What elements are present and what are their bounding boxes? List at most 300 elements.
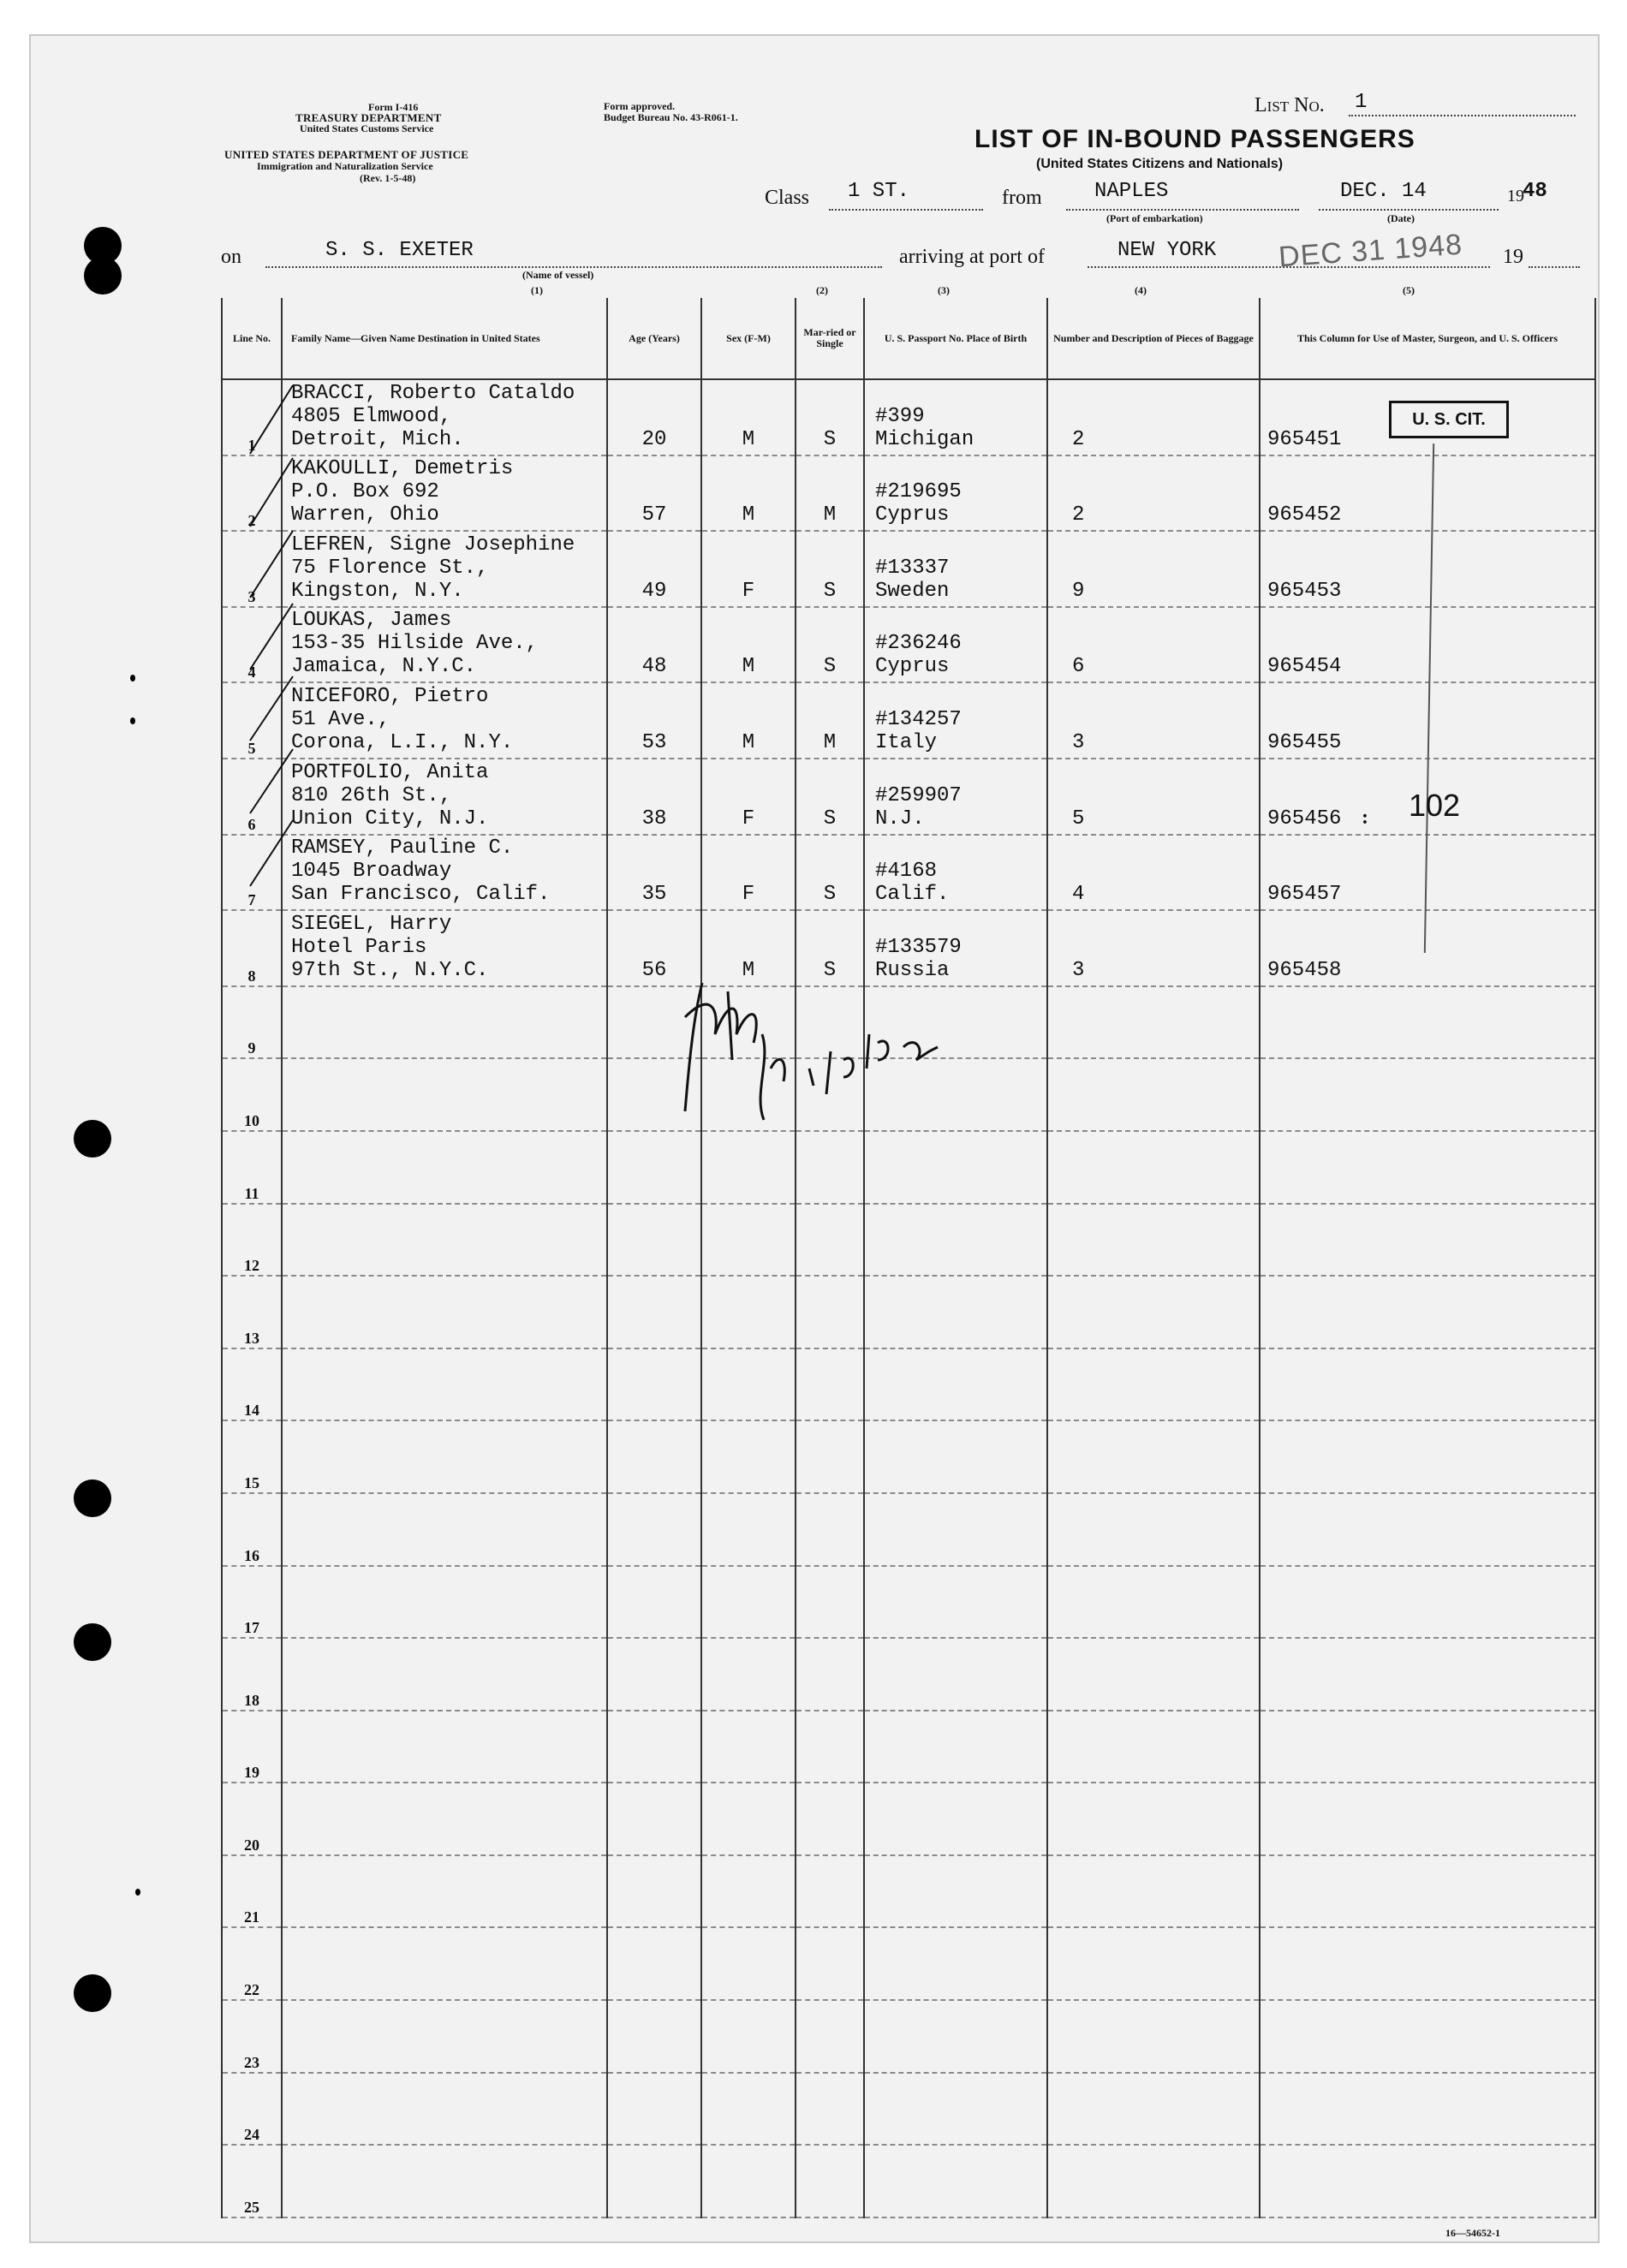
empty-cell: [864, 1276, 1047, 1348]
header-age: Age (Years): [607, 298, 701, 379]
passenger-addr1: 810 26th St.,: [291, 783, 452, 807]
empty-cell: [607, 1276, 701, 1348]
table-row-empty: [222, 1493, 1595, 1566]
header-sex: Sex (F-M): [701, 298, 796, 379]
col1-caption: (1): [531, 284, 543, 296]
empty-cell: [1047, 1927, 1260, 2000]
passenger-sex: F: [701, 759, 796, 835]
table-row: [222, 759, 1595, 835]
line-number: 5: [222, 682, 282, 759]
form-number: Form I-416: [368, 101, 419, 113]
passenger-name-block: [291, 913, 488, 982]
empty-cell: [1260, 986, 1595, 1059]
baggage-count: 5: [1047, 759, 1260, 835]
line-number: 19: [222, 1711, 282, 1783]
line-number: 4: [222, 607, 282, 683]
officer-number: 965457: [1260, 835, 1595, 911]
empty-cell: [701, 1131, 796, 1204]
ins-title: Immigration and Naturalization Service: [257, 160, 433, 172]
empty-cell: [701, 2000, 796, 2073]
passenger-sex: F: [701, 531, 796, 607]
passenger-marital-status: S: [796, 910, 864, 986]
passport-block: [875, 557, 949, 603]
passenger-name: LOUKAS, James: [291, 609, 452, 633]
punch-hole: [74, 1974, 111, 2012]
line-number: 12: [222, 1204, 282, 1277]
empty-cell: [607, 1131, 701, 1204]
passenger-age: 49: [607, 531, 701, 607]
officer-number: 965458: [1260, 910, 1595, 986]
place-of-birth: Cyprus: [875, 655, 950, 679]
baggage-count: 3: [1047, 910, 1260, 986]
place-of-birth: N.J.: [875, 807, 925, 830]
passenger-marital-status: M: [796, 682, 864, 759]
empty-cell: [796, 1855, 864, 1928]
empty-cell: [701, 1566, 796, 1639]
empty-cell: [1260, 1783, 1595, 1855]
customs-service: United States Customs Service: [300, 122, 434, 134]
date-value: DEC. 14: [1340, 180, 1427, 203]
page-title: LIST OF IN-BOUND PASSENGERS: [974, 125, 1415, 153]
empty-cell: [282, 2073, 607, 2146]
empty-cell: [282, 1927, 607, 2000]
table-row-empty: [222, 1566, 1595, 1639]
empty-cell: [796, 1204, 864, 1277]
empty-cell: [796, 1420, 864, 1493]
empty-cell: [1260, 2000, 1595, 2073]
line-number: 8: [222, 910, 282, 986]
passenger-passport-cell: [864, 759, 1047, 835]
empty-cell: [607, 1420, 701, 1493]
empty-cell: [1047, 1711, 1260, 1783]
line-number: 2: [222, 455, 282, 532]
baggage-count: 3: [1047, 682, 1260, 759]
passenger-age: 48: [607, 607, 701, 683]
passenger-name: LEFREN, Signe Josephine: [291, 533, 575, 557]
officer-number: 965452: [1260, 455, 1595, 532]
passenger-addr2: Union City, N.J.: [291, 807, 489, 830]
line-number: 1: [222, 379, 282, 455]
date-caption: (Date): [1387, 212, 1415, 224]
empty-cell: [1047, 2145, 1260, 2217]
punch-hole: [74, 1479, 111, 1517]
header-married: Mar-ried or Single: [796, 298, 864, 379]
empty-cell: [607, 1927, 701, 2000]
date-received-stamp: DEC 31 1948: [1277, 228, 1464, 274]
passport-block: [875, 480, 962, 527]
empty-cell: [701, 2073, 796, 2146]
col2-caption: (2): [816, 284, 828, 296]
table-row: [222, 607, 1595, 683]
empty-cell: [607, 1348, 701, 1421]
port-of-embarkation: NAPLES: [1094, 180, 1169, 203]
punch-hole: [84, 257, 122, 295]
table-row-empty: [222, 1420, 1595, 1493]
passenger-age: 35: [607, 835, 701, 911]
empty-cell: [796, 1276, 864, 1348]
line-number: 10: [222, 1058, 282, 1131]
empty-cell: [864, 1927, 1047, 2000]
stray-dot: [130, 717, 135, 724]
empty-cell: [1260, 2145, 1595, 2217]
empty-cell: [864, 1493, 1047, 1566]
line-number: 9: [222, 986, 282, 1059]
passenger-age: 53: [607, 682, 701, 759]
empty-cell: [1260, 2073, 1595, 2146]
table-row: [222, 835, 1595, 911]
line-number: 6: [222, 759, 282, 835]
baggage-count: 2: [1047, 379, 1260, 455]
baggage-count: 6: [1047, 607, 1260, 683]
empty-cell: [1047, 1493, 1260, 1566]
passenger-marital-status: S: [796, 531, 864, 607]
passenger-marital-status: M: [796, 455, 864, 532]
empty-cell: [1260, 1420, 1595, 1493]
passenger-marital-status: S: [796, 607, 864, 683]
punch-hole: [74, 1623, 111, 1661]
passenger-addr2: Warren, Ohio: [291, 503, 439, 527]
line-number: 25: [222, 2145, 282, 2217]
passenger-addr1: 4805 Elmwood,: [291, 404, 452, 428]
passenger-marital-status: S: [796, 759, 864, 835]
empty-cell: [1047, 1348, 1260, 1421]
empty-cell: [1047, 2073, 1260, 2146]
passenger-name: SIEGEL, Harry: [291, 912, 452, 936]
table-row: [222, 682, 1595, 759]
empty-cell: [701, 1204, 796, 1277]
table-row: [222, 455, 1595, 532]
line-number: 20: [222, 1783, 282, 1855]
empty-cell: [282, 1058, 607, 1131]
passport-number: #134257: [875, 707, 962, 731]
officer-number: 965455: [1260, 682, 1595, 759]
line-number: 18: [222, 1638, 282, 1711]
empty-cell: [1260, 1276, 1595, 1348]
header-line-no: Line No.: [222, 298, 282, 379]
officer-number: 965453: [1260, 531, 1595, 607]
empty-cell: [1047, 1783, 1260, 1855]
table-row-empty: [222, 1711, 1595, 1783]
passenger-name: KAKOULLI, Demetris: [291, 457, 514, 481]
empty-cell: [282, 1131, 607, 1204]
empty-cell: [282, 1783, 607, 1855]
empty-cell: [796, 1131, 864, 1204]
table-row-empty: [222, 1855, 1595, 1928]
line-number: 7: [222, 835, 282, 911]
passenger-sex: M: [701, 682, 796, 759]
class-value: 1 ST.: [848, 180, 910, 203]
baggage-count: 2: [1047, 455, 1260, 532]
empty-cell: [607, 1855, 701, 1928]
empty-cell: [1047, 1566, 1260, 1639]
revision: (Rev. 1-5-48): [360, 172, 416, 184]
empty-cell: [796, 2073, 864, 2146]
empty-cell: [282, 1204, 607, 1277]
empty-cell: [796, 2000, 864, 2073]
passenger-passport-cell: [864, 607, 1047, 683]
passenger-marital-status: S: [796, 835, 864, 911]
passenger-addr1: Hotel Paris: [291, 935, 427, 959]
passenger-addr1: 1045 Broadway: [291, 860, 452, 884]
vessel-caption: (Name of vessel): [522, 269, 594, 281]
passenger-marital-status: S: [796, 379, 864, 455]
table-row-empty: [222, 1276, 1595, 1348]
passenger-count-note: 102: [1409, 788, 1461, 823]
table-row-empty: [222, 1131, 1595, 1204]
col3-caption: (3): [938, 284, 950, 296]
empty-cell: [796, 1566, 864, 1639]
empty-cell: [796, 1493, 864, 1566]
empty-cell: [607, 1204, 701, 1277]
passenger-name: PORTFOLIO, Anita: [291, 760, 489, 784]
empty-cell: [1047, 1131, 1260, 1204]
line-number: 13: [222, 1276, 282, 1348]
empty-cell: [1260, 1204, 1595, 1277]
passenger-addr2: Detroit, Mich.: [291, 427, 464, 451]
empty-cell: [1260, 1566, 1595, 1639]
empty-cell: [1047, 1420, 1260, 1493]
signature-image: [668, 966, 976, 1137]
empty-cell: [282, 1348, 607, 1421]
empty-cell: [1260, 1638, 1595, 1711]
empty-cell: [701, 1348, 796, 1421]
baggage-count: 9: [1047, 531, 1260, 607]
empty-cell: [796, 1711, 864, 1783]
header-officers: This Column for Use of Master, Surgeon, and U. S. Officers: [1260, 298, 1595, 379]
empty-cell: [1260, 1348, 1595, 1421]
passport-number: #259907: [875, 783, 962, 807]
passenger-age: 56: [607, 910, 701, 986]
passenger-addr1: 153-35 Hilside Ave.,: [291, 632, 539, 656]
empty-cell: [864, 1204, 1047, 1277]
arriving-label: arriving at port of: [899, 246, 1045, 268]
baggage-count: 4: [1047, 835, 1260, 911]
empty-cell: [282, 1493, 607, 1566]
empty-cell: [796, 2145, 864, 2217]
line-number: 11: [222, 1131, 282, 1204]
arrival-port: NEW YORK: [1117, 239, 1217, 262]
header-passport: U. S. Passport No. Place of Birth: [864, 298, 1047, 379]
table-row-empty: [222, 2000, 1595, 2073]
empty-cell: [701, 1493, 796, 1566]
place-of-birth: Russia: [875, 958, 950, 982]
empty-cell: [1260, 1058, 1595, 1131]
empty-cell: [864, 1711, 1047, 1783]
port-caption: (Port of embarkation): [1106, 212, 1203, 224]
place-of-birth: Sweden: [875, 579, 950, 603]
table-row: [222, 531, 1595, 607]
empty-cell: [864, 1783, 1047, 1855]
passenger-addr2: Corona, L.I., N.Y.: [291, 730, 514, 754]
form-approved: Form approved.: [604, 100, 676, 112]
list-no-value: 1: [1355, 91, 1368, 114]
empty-cell: [607, 2000, 701, 2073]
passenger-sex: M: [701, 910, 796, 986]
passenger-table: [221, 298, 1596, 2218]
passenger-addr2: 97th St., N.Y.C.: [291, 958, 489, 982]
passenger-addr2: Kingston, N.Y.: [291, 579, 464, 603]
table-row-empty: [222, 1348, 1595, 1421]
passenger-passport-cell: [864, 379, 1047, 455]
punch-hole: [74, 1120, 111, 1158]
budget-bureau: Budget Bureau No. 43-R061-1.: [604, 111, 738, 123]
passenger-addr2: Jamaica, N.Y.C.: [291, 655, 477, 679]
passenger-passport-cell: [864, 682, 1047, 759]
empty-cell: [864, 1420, 1047, 1493]
passenger-sex: M: [701, 455, 796, 532]
col5-caption: (5): [1403, 284, 1415, 296]
vessel-name: S. S. EXETER: [325, 239, 474, 262]
empty-cell: [701, 1276, 796, 1348]
empty-cell: [796, 1783, 864, 1855]
empty-cell: [701, 1855, 796, 1928]
empty-cell: [282, 1855, 607, 1928]
place-of-birth: Calif.: [875, 883, 950, 907]
empty-cell: [607, 1638, 701, 1711]
passenger-age: 20: [607, 379, 701, 455]
passport-block: [875, 860, 949, 906]
passenger-addr2: San Francisco, Calif.: [291, 883, 551, 907]
line-number: 21: [222, 1855, 282, 1928]
empty-cell: [1047, 1638, 1260, 1711]
empty-cell: [282, 1420, 607, 1493]
empty-cell: [1047, 1058, 1260, 1131]
empty-cell: [1047, 1204, 1260, 1277]
empty-cell: [701, 1783, 796, 1855]
empty-cell: [864, 2000, 1047, 2073]
passenger-sex: F: [701, 835, 796, 911]
passport-block: [875, 632, 962, 678]
passenger-passport-cell: [864, 531, 1047, 607]
empty-cell: [282, 1638, 607, 1711]
empty-cell: [282, 1566, 607, 1639]
line-number: 17: [222, 1566, 282, 1639]
empty-cell: [864, 1131, 1047, 1204]
empty-cell: [1047, 1855, 1260, 1928]
date-year: 48: [1523, 180, 1547, 203]
place-of-birth: Cyprus: [875, 503, 950, 527]
list-no-label: List No.: [1255, 94, 1325, 116]
table-row-empty: [222, 1204, 1595, 1277]
empty-cell: [864, 1566, 1047, 1639]
class-label: Class: [765, 187, 810, 209]
table-row-empty: [222, 2145, 1595, 2217]
passenger-sex: M: [701, 379, 796, 455]
empty-cell: [864, 1638, 1047, 1711]
stray-dot: [135, 1889, 140, 1896]
form-footer: 16—54652-1: [1445, 2227, 1500, 2239]
empty-cell: [701, 1711, 796, 1783]
passport-block: [875, 708, 962, 754]
passport-number: #13337: [875, 556, 950, 580]
empty-cell: [796, 1638, 864, 1711]
passport-block: [875, 784, 962, 830]
empty-cell: [282, 986, 607, 1059]
on-label: on: [221, 246, 241, 268]
stray-dot: [130, 675, 135, 682]
empty-cell: [1260, 1855, 1595, 1928]
arrival-year-prefix: 19: [1503, 246, 1523, 268]
colon-mark: :: [1362, 807, 1368, 829]
empty-cell: [607, 1711, 701, 1783]
passenger-name: NICEFORO, Pietro: [291, 684, 489, 708]
empty-cell: [282, 2145, 607, 2217]
empty-cell: [1260, 1711, 1595, 1783]
empty-cell: [864, 1348, 1047, 1421]
officer-number: 965456: [1260, 759, 1595, 835]
empty-cell: [282, 1711, 607, 1783]
header-baggage: Number and Description of Pieces of Baggage: [1047, 298, 1260, 379]
empty-cell: [864, 2073, 1047, 2146]
line-number: 15: [222, 1420, 282, 1493]
place-of-birth: Italy: [875, 730, 938, 754]
from-label: from: [1002, 187, 1042, 209]
officer-number: 965454: [1260, 607, 1595, 683]
passport-number: #133579: [875, 935, 962, 959]
passport-block: [875, 405, 974, 451]
col4-caption: (4): [1135, 284, 1147, 296]
empty-cell: [607, 2145, 701, 2217]
empty-cell: [282, 2000, 607, 2073]
empty-cell: [796, 1348, 864, 1421]
empty-cell: [701, 1638, 796, 1711]
empty-cell: [607, 1566, 701, 1639]
line-number: 16: [222, 1493, 282, 1566]
us-citizen-stamp: U. S. CIT.: [1389, 401, 1509, 438]
line-number: 3: [222, 531, 282, 607]
passenger-addr1: 51 Ave.,: [291, 707, 390, 731]
place-of-birth: Michigan: [875, 427, 974, 451]
line-number: 14: [222, 1348, 282, 1421]
empty-cell: [607, 1783, 701, 1855]
treasury-dept: TREASURY DEPARTMENT: [295, 111, 442, 124]
empty-cell: [1260, 1927, 1595, 2000]
tick-marks: [241, 377, 344, 908]
page-subtitle: (United States Citizens and Nationals): [1036, 157, 1284, 171]
table-row-empty: [222, 1638, 1595, 1711]
passenger-cell: [282, 910, 607, 986]
table-row-empty: [222, 1783, 1595, 1855]
empty-cell: [1260, 1131, 1595, 1204]
passport-number: #219695: [875, 480, 962, 504]
empty-cell: [701, 1420, 796, 1493]
empty-cell: [796, 1927, 864, 2000]
passenger-passport-cell: [864, 455, 1047, 532]
empty-cell: [701, 2145, 796, 2217]
date-year-prefix: 19: [1507, 187, 1524, 205]
empty-cell: [282, 1276, 607, 1348]
passenger-age: 38: [607, 759, 701, 835]
table-row-empty: [222, 2073, 1595, 2146]
line-number: 23: [222, 2000, 282, 2073]
passport-number: #399: [875, 404, 925, 428]
passenger-sex: M: [701, 607, 796, 683]
passenger-name: BRACCI, Roberto Cataldo: [291, 381, 575, 405]
passport-number: #4168: [875, 860, 938, 884]
header-name: Family Name—Given Name Destination in United States: [282, 298, 607, 379]
officer-number: 965451: [1260, 379, 1595, 455]
passenger-addr1: 75 Florence St.,: [291, 556, 489, 580]
empty-cell: [607, 1493, 701, 1566]
empty-cell: [1047, 2000, 1260, 2073]
empty-cell: [1260, 1493, 1595, 1566]
passenger-name: RAMSEY, Pauline C.: [291, 836, 514, 860]
passenger-passport-cell: [864, 835, 1047, 911]
passenger-age: 57: [607, 455, 701, 532]
line-number: 24: [222, 2073, 282, 2146]
empty-cell: [701, 1927, 796, 2000]
passport-number: #236246: [875, 632, 962, 656]
